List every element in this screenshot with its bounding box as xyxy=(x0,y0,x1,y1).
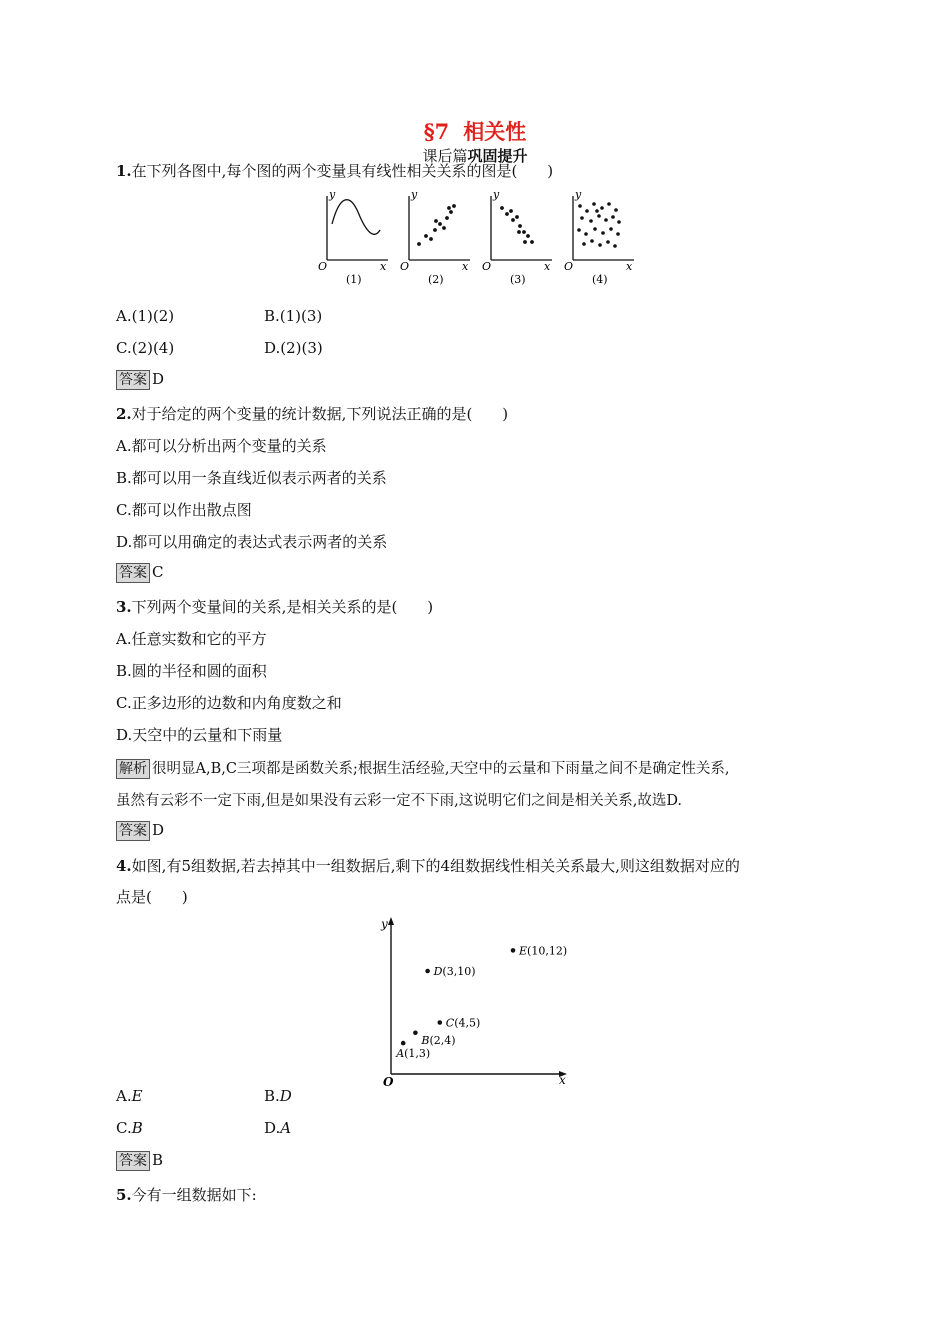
q3-analysis-line-2: 虽然有云彩不一定下雨,但是如果没有云彩一定不下雨,这说明它们之间是相关关系,故选D. xyxy=(116,793,683,809)
question-text: 今有一组数据如下: xyxy=(131,1186,257,1204)
origin-label: O xyxy=(400,260,410,273)
question-2 xyxy=(116,403,508,424)
option-prefix: B. xyxy=(264,1087,280,1105)
q1-figure xyxy=(310,184,640,290)
point-label-e: E(10,12) xyxy=(519,944,568,958)
section-title: 相关性 xyxy=(463,119,527,144)
question-text: 如图,有5组数据,若去掉其中一组数据后,剩下的4组数据线性相关关系最大,则这组数据对应的 xyxy=(131,857,740,875)
caption-3: (3) xyxy=(510,273,526,286)
q1-panel-2 xyxy=(400,188,470,286)
option-value: E xyxy=(131,1087,143,1105)
sine-curve xyxy=(332,200,380,235)
analysis-line-1: 很明显A,B,C三项都是函数关系;根据生活经验,天空中的云量和下雨量之间不是确定性关系, xyxy=(152,761,730,777)
q1-option-c: C.(2)(4) xyxy=(116,339,175,357)
q2-option-b: B.都可以用一条直线近似表示两者的关系 xyxy=(116,469,387,487)
q4-option-c xyxy=(116,1119,143,1137)
question-3 xyxy=(116,596,433,617)
question-number: 1. xyxy=(116,162,132,180)
question-text: 下列两个变量间的关系,是相关关系的是( ) xyxy=(131,598,434,616)
question-number: 4. xyxy=(116,857,132,875)
subtitle-bold: 巩固提升 xyxy=(467,147,528,165)
answer-tag: 答案 xyxy=(116,370,150,390)
option-value: D xyxy=(279,1087,292,1105)
axis-x-label: x xyxy=(544,260,551,273)
analysis-tag: 解析 xyxy=(116,759,150,779)
point-e xyxy=(511,948,516,953)
q1-option-b: B.(1)(3) xyxy=(264,307,323,325)
caption-2: (2) xyxy=(428,273,444,286)
q3-option-c: C.正多边形的边数和内角度数之和 xyxy=(116,694,342,712)
q1-answer xyxy=(116,370,164,390)
origin-label: O xyxy=(564,260,574,273)
answer-value: C xyxy=(152,563,164,581)
q4-points xyxy=(395,944,567,1060)
axis-y-label: y xyxy=(329,188,336,201)
q4-option-a xyxy=(116,1087,143,1105)
option-prefix: A. xyxy=(116,1087,132,1105)
axis-y-label: y xyxy=(575,188,582,201)
q4-option-d xyxy=(264,1119,291,1137)
q3-analysis xyxy=(116,757,730,779)
origin-label: O xyxy=(318,260,328,273)
answer-tag: 答案 xyxy=(116,1151,150,1171)
question-number: 3. xyxy=(116,598,132,616)
q2-option-d: D.都可以用确定的表达式表示两者的关系 xyxy=(116,533,388,551)
q1-panel-4 xyxy=(564,188,634,286)
axis-x-label: x xyxy=(559,1073,566,1087)
subtitle-prefix: 课后篇 xyxy=(422,147,468,165)
origin-label: O xyxy=(482,260,492,273)
q2-answer xyxy=(116,563,163,583)
caption-1: (1) xyxy=(346,273,362,286)
answer-tag: 答案 xyxy=(116,821,150,841)
answer-value: B xyxy=(152,1151,164,1169)
question-text: 在下列各图中,每个图的两个变量具有线性相关关系的图是( ) xyxy=(131,162,554,180)
q1-option-a: A.(1)(2) xyxy=(116,307,175,325)
answer-value: D xyxy=(152,370,165,388)
question-1 xyxy=(116,160,553,181)
option-value: A xyxy=(280,1119,292,1137)
question-text: 对于给定的两个变量的统计数据,下列说法正确的是( ) xyxy=(131,405,509,423)
point-label-d: D(3,10) xyxy=(433,965,476,978)
q1-panel-1 xyxy=(318,188,388,286)
option-value: B xyxy=(131,1119,143,1137)
q3-option-d: D.天空中的云量和下雨量 xyxy=(116,726,283,744)
axis-x-label: x xyxy=(462,260,469,273)
section-number: §7 xyxy=(423,119,450,144)
point-c xyxy=(438,1020,443,1025)
q3-answer xyxy=(116,821,164,841)
question-number: 5. xyxy=(116,1186,132,1204)
q2-option-a: A.都可以分析出两个变量的关系 xyxy=(116,437,327,455)
q2-option-c: C.都可以作出散点图 xyxy=(116,501,252,519)
q3-option-a: A.任意实数和它的平方 xyxy=(116,630,267,648)
answer-value: D xyxy=(152,821,165,839)
point-b xyxy=(413,1031,418,1036)
axis-y-label: y xyxy=(411,188,418,201)
origin-label: O xyxy=(383,1075,394,1089)
axis-y-label: y xyxy=(493,188,500,201)
point-label-b: B(2,4) xyxy=(421,1033,456,1047)
question-4-line-2: 点是( ) xyxy=(116,888,188,906)
question-number: 2. xyxy=(116,405,132,423)
point-a xyxy=(401,1041,406,1046)
q1-option-d: D.(2)(3) xyxy=(264,339,323,357)
point-d xyxy=(425,969,430,974)
point-label-c: C(4,5) xyxy=(445,1016,481,1030)
question-4 xyxy=(116,855,740,876)
page-title xyxy=(0,116,950,146)
option-prefix: D. xyxy=(264,1119,281,1137)
axis-x-label: x xyxy=(626,260,633,273)
q3-option-b: B.圆的半径和圆的面积 xyxy=(116,662,267,680)
question-5 xyxy=(116,1184,257,1205)
q1-panel-3 xyxy=(482,188,552,286)
axis-y-label: y xyxy=(381,917,388,931)
answer-tag: 答案 xyxy=(116,563,150,583)
point-label-a: A(1,3) xyxy=(396,1047,431,1061)
axis-x-label: x xyxy=(380,260,387,273)
y-axis-arrow xyxy=(388,917,394,925)
caption-4: (4) xyxy=(592,273,608,286)
q4-answer xyxy=(116,1151,163,1171)
option-prefix: C. xyxy=(116,1119,132,1137)
q4-option-b xyxy=(264,1087,292,1105)
q4-figure xyxy=(375,912,580,1090)
